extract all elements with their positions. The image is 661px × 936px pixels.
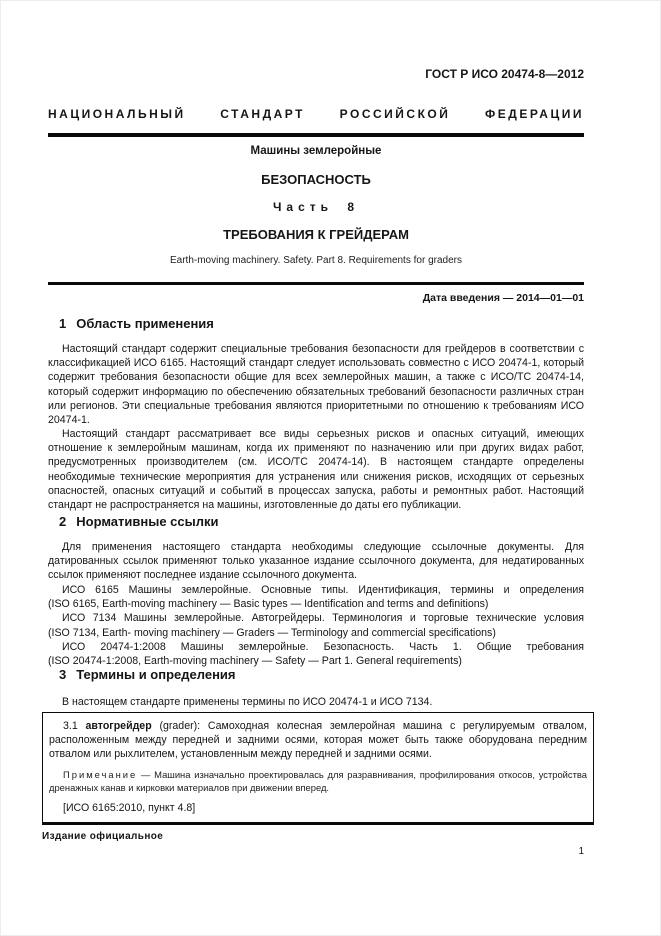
title-part: Часть 8 xyxy=(272,200,360,214)
federation-standard-line: НАЦИОНАЛЬНЫЙ СТАНДАРТ РОССИЙСКОЙ ФЕДЕРАЦИИ xyxy=(48,107,584,121)
title-requirements: ТРЕБОВАНИЯ К ГРЕЙДЕРАМ xyxy=(223,227,409,242)
definition-text: Самоходная колесная землеройная машина с регулируемым отвалом, расположенным между передней и задними осями, которая может быть также оборудована передним отвалом или рыхлителем, установленным между передней и задними осями. xyxy=(49,720,587,761)
reference-en: (ISO 7134, Earth- moving machinery — Graders — Terminology and commercial specifications) xyxy=(48,626,496,639)
page-number: 1 xyxy=(578,846,584,857)
section-1-paragraph-1: Настоящий стандарт содержит специальные требования безопасности для грейдеров в соответствии с классификацией ИСО 6165. Настоящий стандарт следует использовать совместно с ИСО 20474-1, который содержит требования безопасности общие для всех землеройных машин, а также с ИСО/ТС 20474-14, который содержит информацию по обеспечению обязательных требований безопасности различных стран или регионов. Эти специальные требования являются приоритетными по отношению к требованиям ИСО 20474-1. xyxy=(48,343,584,427)
official-edition-label: Издание официальное xyxy=(42,831,164,842)
normative-references-list xyxy=(48,583,584,668)
definition-note xyxy=(49,768,587,795)
doc-number: ГОСТ Р ИСО 20474-8—2012 xyxy=(425,67,584,81)
section-1-heading xyxy=(48,316,595,331)
reference-en: (ISO 20474-1:2008, Earth-moving machinery — Safety — Part 1. General requirements) xyxy=(48,655,462,668)
section-2-heading xyxy=(48,514,595,529)
note-text: — Машина изначально проектировалась для разравнивания, профилирования откосов, устройства дренажных канав и кирковки материалов при движении вперед. xyxy=(49,768,587,794)
section-1-number: 1 xyxy=(59,316,67,331)
section-2-title: Нормативные ссылки xyxy=(76,514,219,529)
definition-term-english: (grader): xyxy=(159,720,201,732)
title-rule xyxy=(48,282,584,285)
footer-rule xyxy=(42,822,594,825)
section-3-heading xyxy=(48,667,595,682)
definition-number: 3.1 xyxy=(63,720,78,732)
section-3-title: Термины и определения xyxy=(76,667,236,682)
section-2-paragraph-1: Для применения настоящего стандарта необходимы следующие ссылочные документы. Для датированных ссылок применяют только указанное издание ссылочного документа, для недатированных ссылок применяют последнее издание ссылочного документа. xyxy=(48,541,584,582)
reference-ru: ИСО 20474-1:2008 Машины землеройные. Безопасность. Часть 1. Общие требования xyxy=(62,640,584,653)
introduction-date: Дата введения — 2014—01—01 xyxy=(422,292,584,304)
section-2-number: 2 xyxy=(59,514,67,529)
definition-box xyxy=(42,712,594,824)
note-label: Примечание xyxy=(63,768,138,780)
reference-ru: ИСО 6165 Машины землеройные. Основные типы. Идентификация, термины и определения xyxy=(62,584,584,596)
header-rule xyxy=(48,133,584,137)
section-3-paragraph-1: В настоящем стандарте применены термины по ИСО 20474-1 и ИСО 7134. xyxy=(62,696,433,708)
definition-term: автогрейдер xyxy=(85,720,152,732)
section-1-paragraph-2: Настоящий стандарт рассматривает все виды серьезных рисков и опасных ситуаций, имеющих отношение к землеройным машинам, когда их применяют по назначению или при других видах работ, предусмотренных производителем (см. ИСО/ТС 20474-14). В настоящем стандарте определены необходимые технические мероприятия для устранения или снижения рисков, исходящих от серьезных опасностей, опасных ситуаций и событий в процессах запуска, работы и ремонтных работ. Настоящий стандарт не распространяется на машины, изготовленные до даты его публикации. xyxy=(48,428,584,512)
title-topic: БЕЗОПАСНОСТЬ xyxy=(261,172,371,187)
title-english: Earth-moving machinery. Safety. Part 8. Requirements for graders xyxy=(170,255,462,266)
reference-ru: ИСО 7134 Машины землеройные. Автогрейдеры. Терминология и торговые технические условия xyxy=(62,612,584,625)
section-3-number: 3 xyxy=(59,667,67,682)
section-1-title: Область применения xyxy=(76,316,214,331)
definition-term-paragraph xyxy=(49,719,587,762)
reference-en: (ISO 6165, Earth-moving machinery — Basic types — Identification and terms and definitions) xyxy=(48,598,489,611)
definition-source: [ИСО 6165:2010, пункт 4.8] xyxy=(63,801,196,814)
title-subject: Машины землеройные xyxy=(250,145,382,157)
